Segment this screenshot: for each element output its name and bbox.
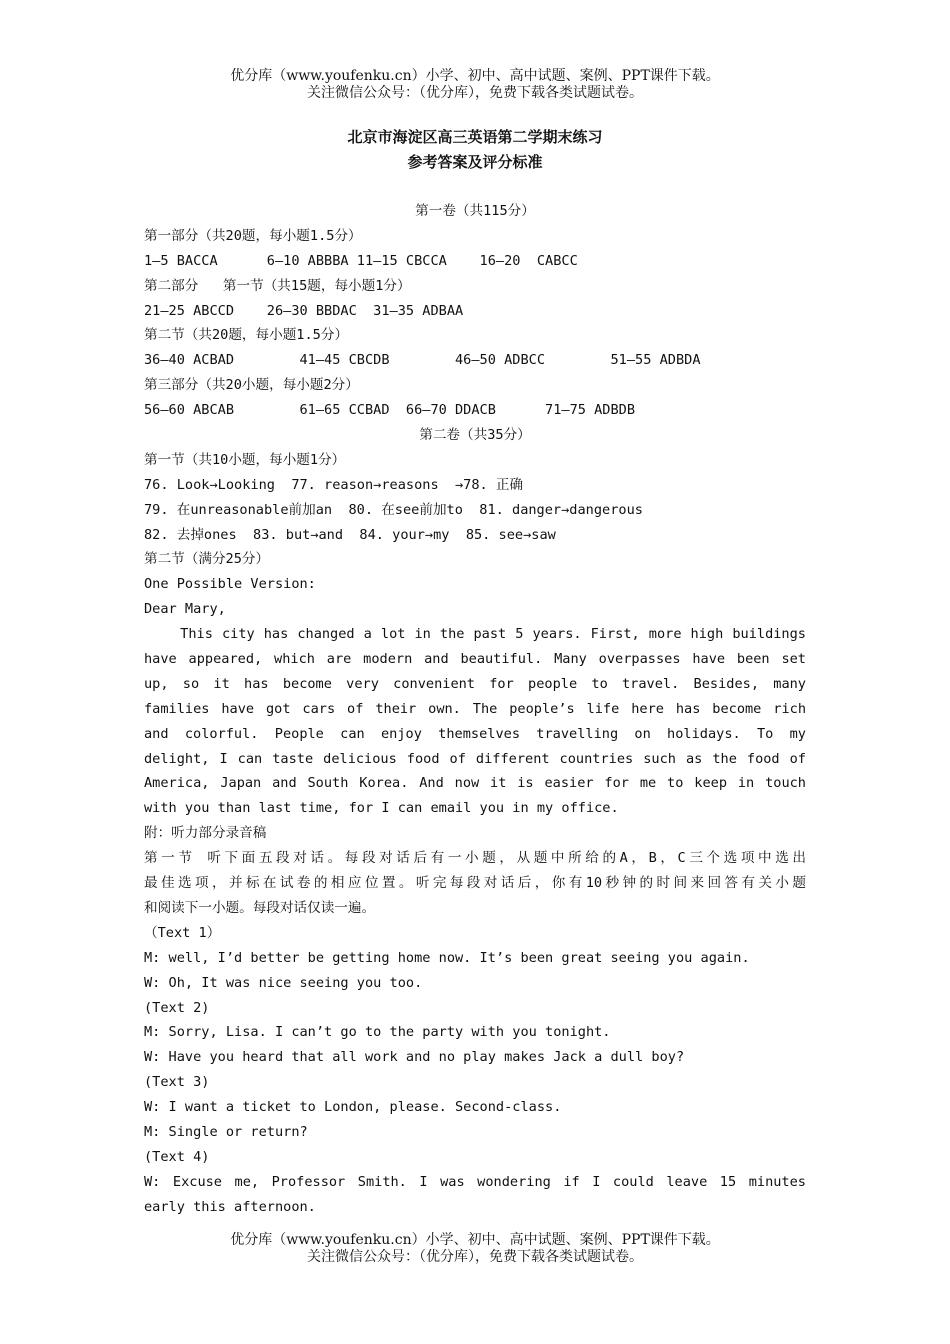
- document-title: [0, 125, 950, 175]
- essay-salutation: Dear Mary,: [144, 601, 226, 618]
- footer-line-2: 关注微信公众号：（优分库），免费下载各类试题试卷。: [307, 1249, 643, 1265]
- correction-line: 82. 去掉ones 83. but→and 84. your→my 85. see→saw: [144, 526, 556, 543]
- correction-line: 76. Look→Looking 77. reason→reasons →78. 正确: [144, 476, 524, 493]
- part-heading: 第一节（共10小题，每小题1分）: [144, 451, 346, 468]
- answer-line: 56—60 ABCAB 61—65 CCBAD 66—70 DDACB 71—75 ADBDB: [144, 402, 636, 419]
- part-heading: 第二节（共20题，每小题1.5分）: [144, 327, 349, 344]
- essay-line: and colorful. People can enjoy themselves travelling on holidays. To my: [144, 725, 806, 742]
- title-line-1: 北京市海淀区高三英语第二学期末练习: [347, 128, 603, 146]
- essay-label: One Possible Version:: [144, 576, 316, 593]
- part-heading: 第二部分 第一节（共15题，每小题1分）: [144, 277, 411, 294]
- title-line-2: 参考答案及评分标准: [407, 153, 543, 171]
- dialogue-line: W: Oh, It was nice seeing you too.: [144, 974, 423, 991]
- correction-line: 79. 在unreasonable前加an 80. 在see前加to 81. danger→dangerous: [144, 501, 643, 518]
- page-footer: [0, 1232, 950, 1266]
- header-line-1: 优分库（www.youfenku.cn）小学、初中、高中试题、案例、PPT课件下载。: [230, 68, 720, 84]
- section-heading-volume-2: 第二卷（共35分）: [419, 427, 531, 444]
- answer-line: 36—40 ACBAD 41—45 CBCDB 46—50 ADBCC 51—55 ADBDA: [144, 352, 701, 369]
- appendix-heading: 附：听力部分录音稿: [144, 825, 267, 842]
- dialogue-line: W: Have you heard that all work and no play makes Jack a dull boy?: [144, 1049, 685, 1066]
- dialogue-line: early this afternoon.: [144, 1198, 316, 1215]
- dialogue-line: M: well, I’d better be getting home now. It’s been great seeing you again.: [144, 949, 750, 966]
- text-label: (Text 2): [144, 999, 210, 1016]
- instruction-line: 和阅读下一小题。每段对话仅读一遍。: [144, 899, 376, 916]
- essay-line: with you than last time, for I can email you in my office.: [144, 800, 619, 817]
- text-label: (Text 3): [144, 1074, 210, 1091]
- text-label: （Text 1）: [144, 924, 221, 941]
- page-header: [0, 68, 950, 102]
- footer-line-1: 优分库（www.youfenku.cn）小学、初中、高中试题、案例、PPT课件下载。: [230, 1232, 720, 1248]
- answer-line: 21—25 ABCCD 26—30 BBDAC 31—35 ADBAA: [144, 302, 464, 319]
- text-label: (Text 4): [144, 1148, 210, 1165]
- dialogue-line: W: I want a ticket to London, please. Second-class.: [144, 1099, 562, 1116]
- section-heading-volume-1: 第一卷（共115分）: [415, 203, 535, 219]
- dialogue-line: M: Single or return?: [144, 1123, 308, 1140]
- essay-line: America, Japan and South Korea. And now it is easier for me to keep in touch: [144, 775, 806, 792]
- header-line-2: 关注微信公众号：（优分库），免费下载各类试题试卷。: [307, 85, 643, 101]
- dialogue-line: M: Sorry, Lisa. I can’t go to the party with you tonight.: [144, 1024, 611, 1041]
- essay-line: This city has changed a lot in the past 5 years. First, more high buildings: [144, 626, 806, 643]
- part-heading: 第三部分（共20小题，每小题2分）: [144, 377, 359, 394]
- part-heading: 第二节（满分25分）: [144, 551, 270, 568]
- essay-line: up, so it has become very convenient for people to travel. Besides, many: [144, 675, 806, 692]
- essay-line: families have got cars of their own. The people’s life here has become rich: [144, 700, 806, 717]
- part-heading: 第一部分（共20题，每小题1.5分）: [144, 227, 362, 244]
- instruction-line: 第一节 听下面五段对话。每段对话后有一小题，从题中所给的A，B，C三个选项中选出: [144, 850, 806, 867]
- document-body: [144, 199, 806, 1220]
- dialogue-line: W: Excuse me, Professor Smith. I was wondering if I could leave 15 minutes: [144, 1173, 806, 1190]
- answer-line: 1—5 BACCA 6—10 ABBBA 11—15 CBCCA 16—20 CABCC: [144, 252, 578, 269]
- essay-line: delight, I can taste delicious food of different countries such as the food of: [144, 750, 806, 767]
- essay-line: have appeared, which are modern and beautiful. Many overpasses have been set: [144, 651, 806, 668]
- instruction-line: 最佳选项，并标在试卷的相应位置。听完每段对话后，你有10秒钟的时间来回答有关小题: [144, 875, 806, 892]
